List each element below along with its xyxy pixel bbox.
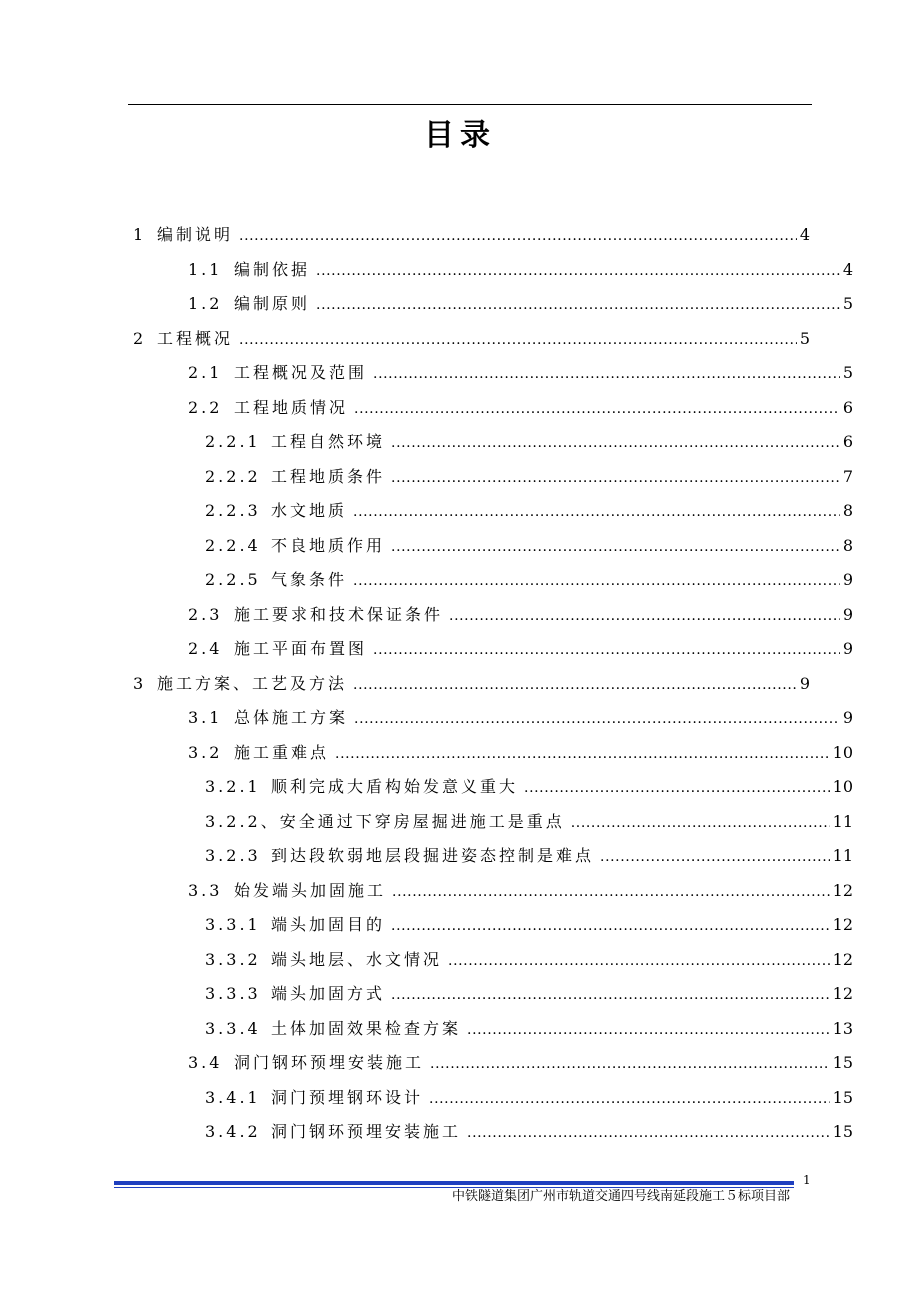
- toc-entry[interactable]: [188, 740, 853, 766]
- toc-dot-leader: [354, 395, 840, 422]
- toc-entry-number: 3.3.1: [205, 915, 261, 934]
- toc-entry-page: 5: [799, 328, 810, 348]
- toc-entry-title: 端头加固目的: [271, 915, 386, 934]
- toc-dot-leader: [449, 602, 840, 629]
- toc-dot-leader: [571, 809, 830, 836]
- toc-dot-leader: [524, 774, 830, 801]
- toc-entry-number: 3.2.3: [205, 846, 261, 865]
- toc-entry-number: 1: [133, 225, 147, 244]
- toc-entry-number: 2.2: [188, 397, 223, 417]
- toc-entry[interactable]: [205, 464, 853, 490]
- toc-entry-number: 3.3: [188, 880, 223, 900]
- toc-entry-title: 洞门钢环预埋安装施工: [234, 1053, 425, 1072]
- toc-dot-leader: [392, 878, 830, 905]
- toc-dot-leader: [429, 1085, 830, 1112]
- toc-entry[interactable]: [188, 636, 853, 662]
- toc-entry[interactable]: [188, 1050, 853, 1076]
- toc-entry[interactable]: [133, 326, 810, 352]
- toc-entry-number: 2: [133, 328, 147, 348]
- toc-entry-title: 洞门钢环预埋安装施工: [271, 1122, 462, 1141]
- toc-entry[interactable]: [188, 257, 853, 283]
- toc-dot-leader: [239, 222, 797, 249]
- toc-dot-leader: [353, 671, 797, 698]
- toc-entry[interactable]: [205, 809, 853, 835]
- toc-entry-page: 11: [832, 846, 853, 865]
- toc-dot-leader: [239, 326, 797, 353]
- toc-entry-page: 4: [842, 259, 853, 279]
- toc-entry-page: 9: [842, 639, 853, 658]
- toc-entry-number: 3.2.2、: [205, 811, 280, 831]
- toc-entry[interactable]: [205, 1085, 853, 1111]
- toc-entry-title: 工程概况: [157, 328, 234, 348]
- toc-dot-leader: [373, 360, 840, 387]
- toc-dot-leader: [467, 1016, 830, 1043]
- toc-entry[interactable]: [188, 878, 853, 904]
- toc-entry-number: 2.1: [188, 363, 223, 382]
- toc-entry[interactable]: [188, 395, 853, 421]
- toc-entry-number: 2.2.4: [205, 535, 261, 555]
- toc-dot-leader: [467, 1119, 830, 1146]
- toc-entry-page: 12: [832, 949, 853, 969]
- toc-entry-title: 气象条件: [271, 570, 348, 589]
- toc-entry-title: 工程自然环境: [271, 432, 386, 451]
- toc-entry[interactable]: [205, 429, 853, 455]
- toc-entry-title: 编制原则: [234, 294, 311, 313]
- toc-dot-leader: [353, 498, 840, 525]
- toc-entry-page: 12: [832, 984, 853, 1003]
- toc-entry-title: 安全通过下穿房屋掘进施工是重点: [279, 811, 565, 831]
- toc-entry[interactable]: [205, 498, 853, 524]
- page-title: 目录: [424, 118, 496, 153]
- toc-dot-leader: [316, 291, 840, 318]
- toc-entry[interactable]: [188, 360, 853, 386]
- toc-entry-number: 3.3.3: [205, 984, 261, 1003]
- toc-dot-leader: [373, 636, 840, 663]
- toc-entry-number: 2.2.2: [205, 466, 261, 486]
- toc-entry[interactable]: [205, 843, 853, 869]
- toc-entry-number: 3.4.1: [205, 1087, 261, 1107]
- toc-entry[interactable]: [188, 291, 853, 317]
- toc-dot-leader: [391, 912, 830, 939]
- toc-entry-title: 编制说明: [157, 225, 234, 244]
- toc-entry[interactable]: [205, 912, 853, 938]
- toc-dot-leader: [391, 464, 840, 491]
- toc-entry-title: 施工要求和技术保证条件: [234, 604, 444, 624]
- toc-entry-page: 5: [842, 363, 853, 382]
- toc-entry[interactable]: [205, 533, 853, 559]
- toc-entry-page: 12: [832, 915, 853, 934]
- toc-entry-number: 3.3.4: [205, 1018, 261, 1038]
- toc-entry-number: 3.2.1: [205, 777, 261, 796]
- footer-organization: 中铁隧道集团广州市轨道交通四号线南延段施工５标项目部: [451, 1189, 790, 1204]
- toc-entry[interactable]: [133, 222, 810, 248]
- toc-entry-title: 工程地质情况: [234, 397, 349, 417]
- toc-entry[interactable]: [205, 947, 853, 973]
- toc-entry-page: 4: [799, 225, 810, 244]
- toc-dot-leader: [448, 947, 830, 974]
- footer-rule-thick: [114, 1181, 794, 1185]
- toc-entry-number: 3.2: [188, 742, 223, 762]
- toc-entry-page: 9: [842, 570, 853, 589]
- toc-entry-number: 2.3: [188, 604, 223, 624]
- toc-entry-title: 施工方案、工艺及方法: [157, 673, 348, 693]
- toc-entry-page: 15: [832, 1053, 853, 1072]
- toc-entry-number: 1.1: [188, 259, 223, 279]
- toc-entry[interactable]: [133, 671, 810, 697]
- toc-entry-page: 10: [832, 777, 853, 796]
- toc-entry-number: 2.4: [188, 639, 223, 658]
- toc-entry-number: 1.2: [188, 294, 223, 313]
- toc-entry-page: 8: [842, 535, 853, 555]
- toc-entry[interactable]: [205, 1119, 853, 1145]
- toc-entry[interactable]: [205, 1016, 853, 1042]
- toc-entry-page: 12: [832, 880, 853, 900]
- toc-dot-leader: [354, 705, 840, 732]
- toc-dot-leader: [335, 740, 830, 767]
- toc-dot-leader: [391, 429, 840, 456]
- toc-entry-page: 8: [842, 501, 853, 520]
- toc-entry-title: 土体加固效果检查方案: [271, 1018, 462, 1038]
- toc-entry-page: 11: [832, 811, 853, 831]
- toc-entry[interactable]: [205, 567, 853, 593]
- toc-entry-title: 编制依据: [234, 259, 311, 279]
- toc-dot-leader: [391, 981, 830, 1008]
- toc-entry-number: 3.3.2: [205, 949, 261, 969]
- toc-entry-title: 总体施工方案: [234, 708, 349, 727]
- toc-dot-leader: [316, 257, 840, 284]
- toc-entry-number: 3.4: [188, 1053, 223, 1072]
- toc-entry-number: 3.4.2: [205, 1122, 261, 1141]
- toc-entry[interactable]: [188, 705, 853, 731]
- toc-entry-page: 15: [832, 1087, 853, 1107]
- toc-entry[interactable]: [205, 774, 853, 800]
- toc-entry[interactable]: [205, 981, 853, 1007]
- toc-entry-title: 工程概况及范围: [234, 363, 368, 382]
- toc-entry-page: 9: [842, 708, 853, 727]
- toc-entry-page: 9: [842, 604, 853, 624]
- toc-dot-leader: [391, 533, 840, 560]
- page-number: 1: [803, 1173, 811, 1187]
- toc-entry-page: 7: [842, 466, 853, 486]
- toc-entry-number: 2.2.1: [205, 432, 261, 451]
- toc-entry-title: 端头地层、水文情况: [271, 949, 443, 969]
- toc-entry-title: 不良地质作用: [271, 535, 386, 555]
- toc-entry-number: 2.2.3: [205, 501, 261, 520]
- toc-entry-page: 5: [842, 294, 853, 313]
- toc-entry-page: 13: [832, 1018, 853, 1038]
- toc-dot-leader: [430, 1050, 830, 1077]
- toc-entry-number: 2.2.5: [205, 570, 261, 589]
- toc-entry-title: 水文地质: [271, 501, 348, 520]
- toc-entry-title: 工程地质条件: [271, 466, 386, 486]
- toc-dot-leader: [353, 567, 840, 594]
- toc-entry-page: 6: [842, 432, 853, 451]
- toc-entry-number: 3.1: [188, 708, 223, 727]
- toc-entry-title: 始发端头加固施工: [234, 880, 387, 900]
- toc-entry-title: 顺利完成大盾构始发意义重大: [271, 777, 519, 796]
- toc-entry-title: 施工重难点: [234, 742, 330, 762]
- toc-entry-title: 到达段软弱地层段掘进姿态控制是难点: [271, 846, 595, 865]
- toc-entry-page: 6: [842, 397, 853, 417]
- toc-entry-title: 洞门预埋钢环设计: [271, 1087, 424, 1107]
- toc-entry-page: 15: [832, 1122, 853, 1141]
- toc-entry-page: 10: [832, 742, 853, 762]
- toc-entry[interactable]: [188, 602, 853, 628]
- toc-entry-page: 9: [799, 673, 810, 693]
- toc-dot-leader: [600, 843, 830, 870]
- toc-entry-title: 施工平面布置图: [234, 639, 368, 658]
- toc-entry-number: 3: [133, 673, 147, 693]
- toc-entry-title: 端头加固方式: [271, 984, 386, 1003]
